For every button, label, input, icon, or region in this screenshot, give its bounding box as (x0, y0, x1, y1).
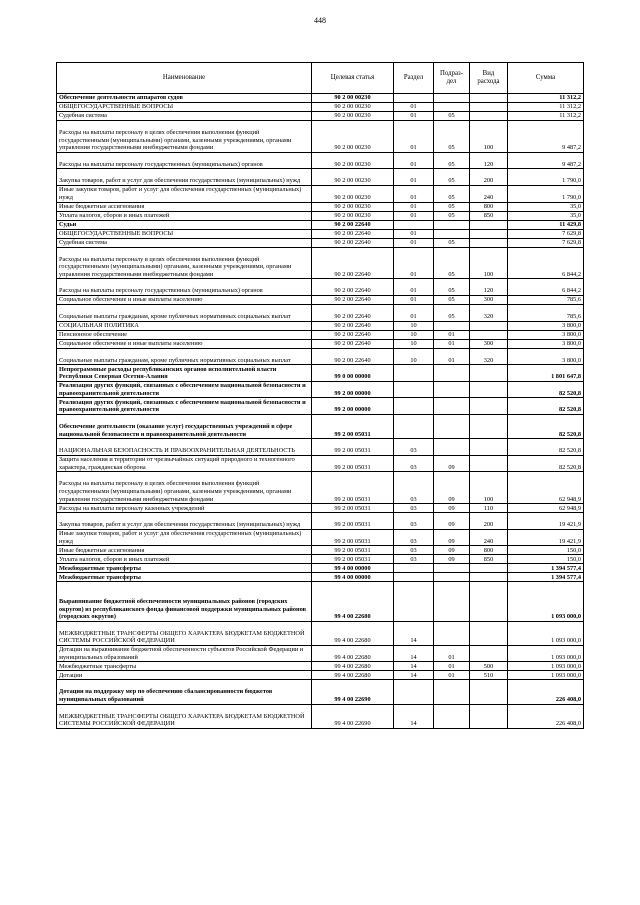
row-subsection-cell (434, 680, 470, 704)
table-row (57, 348, 584, 365)
row-subsection-cell (434, 414, 470, 438)
row-name-cell: ОБЩЕГОСУДАРСТВЕННЫЕ ВОПРОСЫ (57, 103, 312, 112)
row-expense-type-cell: 100 (470, 121, 508, 153)
row-subsection-cell: 09 (434, 513, 470, 530)
row-target-article-cell: 99 2 00 05031 (312, 472, 394, 504)
row-expense-type-cell (470, 398, 508, 415)
row-name-cell: СОЦИАЛЬНАЯ ПОЛИТИКА (57, 321, 312, 330)
row-subsection-cell (434, 229, 470, 238)
table-row (57, 185, 584, 202)
row-target-article-cell: 99 2 00 05031 (312, 546, 394, 555)
row-amount-cell: 1 790,0 (508, 169, 584, 186)
row-section-cell: 01 (394, 238, 434, 247)
row-name-cell: МЕЖБЮДЖЕТНЫЕ ТРАНСФЕРТЫ ОБЩЕГО ХАРАКТЕРА БЮДЖЕТАМ БЮДЖЕТНОЙ СИСТЕМЫ РОССИЙСКОЙ ФЕДЕРАЦИИ (57, 621, 312, 645)
row-amount-cell: 226 408,0 (508, 704, 584, 728)
row-expense-type-cell (470, 330, 508, 339)
row-amount-cell: 1 093 000,0 (508, 671, 584, 680)
row-subsection-cell (434, 398, 470, 415)
table-row (57, 504, 584, 513)
row-target-article-cell: 99 0 00 00000 (312, 365, 394, 382)
row-target-article-cell: 90 2 00 00230 (312, 185, 394, 202)
row-name-cell: Иные закупки товаров, работ и услуг для обеспечения государственных (муниципальных) нужд (57, 185, 312, 202)
row-section-cell: 01 (394, 229, 434, 238)
row-section-cell: 01 (394, 211, 434, 220)
row-name-cell: Уплата налогов, сборов и иных платежей (57, 555, 312, 564)
row-name-cell: Судебная система (57, 238, 312, 247)
column-header-name: Наименование (57, 63, 312, 94)
row-target-article-cell: 90 2 00 00230 (312, 169, 394, 186)
row-expense-type-cell: 120 (470, 279, 508, 296)
row-expense-type-cell (470, 573, 508, 582)
row-name-cell: Иные закупки товаров, работ и услуг для обеспечения государственных (муниципальных) нужд (57, 529, 312, 546)
table-row (57, 680, 584, 704)
row-expense-type-cell: 850 (470, 211, 508, 220)
row-subsection-cell: 09 (434, 529, 470, 546)
column-header-expense-type: Вид расхода (470, 63, 508, 94)
row-section-cell: 03 (394, 513, 434, 530)
row-expense-type-cell (470, 645, 508, 662)
row-amount-cell: 1 394 577,4 (508, 573, 584, 582)
row-expense-type-cell (470, 103, 508, 112)
row-section-cell: 03 (394, 504, 434, 513)
row-section-cell: 10 (394, 348, 434, 365)
row-amount-cell: 35,0 (508, 202, 584, 211)
row-section-cell: 01 (394, 247, 434, 279)
table-row (57, 202, 584, 211)
row-amount-cell: 11 429,8 (508, 220, 584, 229)
row-target-article-cell: 99 4 00 22690 (312, 704, 394, 728)
row-expense-type-cell: 100 (470, 472, 508, 504)
table-row (57, 339, 584, 348)
row-section-cell (394, 398, 434, 415)
row-expense-type-cell: 240 (470, 185, 508, 202)
row-subsection-cell: 09 (434, 455, 470, 472)
row-subsection-cell: 09 (434, 555, 470, 564)
row-amount-cell: 19 421,9 (508, 529, 584, 546)
row-target-article-cell: 90 2 00 22640 (312, 339, 394, 348)
table-header-row (57, 63, 584, 94)
row-name-cell: Закупка товаров, работ и услуг для обеспечения государственных (муниципальных) нужд (57, 513, 312, 530)
table-row (57, 439, 584, 456)
row-subsection-cell: 01 (434, 671, 470, 680)
row-subsection-cell (434, 704, 470, 728)
row-target-article-cell: 90 2 00 00230 (312, 94, 394, 103)
row-section-cell: 10 (394, 330, 434, 339)
row-expense-type-cell (470, 94, 508, 103)
row-name-cell: Расходы на выплаты персоналу государственных (муниципальных) органов (57, 152, 312, 169)
row-target-article-cell: 99 2 00 00000 (312, 381, 394, 398)
table-row (57, 414, 584, 438)
table-row (57, 103, 584, 112)
row-expense-type-cell: 200 (470, 169, 508, 186)
row-target-article-cell: 99 2 00 05031 (312, 529, 394, 546)
row-name-cell: Межбюджетные трансферты (57, 564, 312, 573)
row-section-cell: 14 (394, 621, 434, 645)
row-target-article-cell: 90 2 00 22640 (312, 304, 394, 321)
row-subsection-cell: 09 (434, 546, 470, 555)
row-section-cell: 01 (394, 304, 434, 321)
row-subsection-cell (434, 103, 470, 112)
table-row (57, 398, 584, 415)
row-target-article-cell: 90 2 00 00230 (312, 112, 394, 121)
row-name-cell: Социальные выплаты гражданам, кроме публичных нормативных социальных выплат (57, 304, 312, 321)
row-target-article-cell: 90 2 00 22640 (312, 348, 394, 365)
table-row (57, 381, 584, 398)
row-target-article-cell: 99 4 00 22690 (312, 680, 394, 704)
row-amount-cell: 150,0 (508, 546, 584, 555)
row-expense-type-cell (470, 365, 508, 382)
row-expense-type-cell (470, 680, 508, 704)
row-subsection-cell: 05 (434, 247, 470, 279)
row-subsection-cell: 01 (434, 330, 470, 339)
row-target-article-cell: 99 4 00 00000 (312, 564, 394, 573)
table-row (57, 455, 584, 472)
row-name-cell: Реализация других функций, связанных с обеспечением национальной безопасности и правоохранительной деятельности (57, 398, 312, 415)
row-subsection-cell (434, 365, 470, 382)
row-subsection-cell: 05 (434, 295, 470, 304)
row-name-cell: Непрограммные расходы республиканских органов исполнительной власти Республики Северная Осетия-Алания (57, 365, 312, 382)
row-section-cell: 03 (394, 555, 434, 564)
row-name-cell: Уплата налогов, сборов и иных платежей (57, 211, 312, 220)
row-name-cell: Судьи (57, 220, 312, 229)
row-target-article-cell: 99 4 00 22680 (312, 582, 394, 621)
row-section-cell: 01 (394, 121, 434, 153)
row-name-cell: Выравнивание бюджетной обеспеченности муниципальных районов (городских округов) из республиканского фонда финансовой поддержки муниципальных районов (городских округов) (57, 582, 312, 621)
row-name-cell: Расходы на выплаты персоналу в целях обеспечения выполнения функций государственными (муниципальными) органами, казенными учреждениями, органами управления государственными внебюджетными фондами (57, 247, 312, 279)
row-expense-type-cell (470, 704, 508, 728)
row-target-article-cell: 99 2 00 05031 (312, 555, 394, 564)
row-section-cell: 10 (394, 321, 434, 330)
row-subsection-cell: 05 (434, 279, 470, 296)
row-section-cell (394, 582, 434, 621)
row-target-article-cell: 90 2 00 22640 (312, 330, 394, 339)
table-row (57, 671, 584, 680)
row-expense-type-cell (470, 582, 508, 621)
row-expense-type-cell (470, 238, 508, 247)
row-expense-type-cell (470, 381, 508, 398)
row-amount-cell: 11 312,2 (508, 94, 584, 103)
row-subsection-cell (434, 573, 470, 582)
row-amount-cell: 7 629,8 (508, 238, 584, 247)
row-target-article-cell: 90 2 00 22640 (312, 238, 394, 247)
row-section-cell: 14 (394, 671, 434, 680)
row-expense-type-cell: 110 (470, 504, 508, 513)
row-expense-type-cell: 240 (470, 529, 508, 546)
row-subsection-cell (434, 439, 470, 456)
row-amount-cell: 150,0 (508, 555, 584, 564)
row-section-cell: 01 (394, 185, 434, 202)
table-row (57, 247, 584, 279)
row-amount-cell: 1 801 647,8 (508, 365, 584, 382)
row-expense-type-cell: 320 (470, 304, 508, 321)
row-amount-cell: 3 800,0 (508, 348, 584, 365)
row-expense-type-cell (470, 321, 508, 330)
row-target-article-cell: 99 4 00 22680 (312, 662, 394, 671)
row-amount-cell: 82 520,8 (508, 455, 584, 472)
row-subsection-cell: 09 (434, 504, 470, 513)
table-row (57, 121, 584, 153)
row-amount-cell: 82 520,8 (508, 414, 584, 438)
row-expense-type-cell: 800 (470, 202, 508, 211)
row-target-article-cell: 90 2 00 00230 (312, 103, 394, 112)
table-row (57, 662, 584, 671)
row-amount-cell: 1 790,0 (508, 185, 584, 202)
row-subsection-cell (434, 220, 470, 229)
row-amount-cell: 785,6 (508, 295, 584, 304)
row-section-cell (394, 680, 434, 704)
row-section-cell: 01 (394, 295, 434, 304)
row-amount-cell: 82 520,8 (508, 398, 584, 415)
row-section-cell (394, 414, 434, 438)
row-amount-cell: 9 487,2 (508, 152, 584, 169)
row-target-article-cell: 99 2 00 05031 (312, 504, 394, 513)
row-section-cell (394, 220, 434, 229)
row-target-article-cell: 90 2 00 22640 (312, 247, 394, 279)
row-target-article-cell: 99 2 00 05031 (312, 414, 394, 438)
row-target-article-cell: 99 4 00 22680 (312, 671, 394, 680)
row-name-cell: Дотации (57, 671, 312, 680)
table-row (57, 112, 584, 121)
row-target-article-cell: 90 2 00 00230 (312, 152, 394, 169)
row-name-cell: МЕЖБЮДЖЕТНЫЕ ТРАНСФЕРТЫ ОБЩЕГО ХАРАКТЕРА БЮДЖЕТАМ БЮДЖЕТНОЙ СИСТЕМЫ РОССИЙСКОЙ ФЕДЕРАЦИИ (57, 704, 312, 728)
row-subsection-cell: 09 (434, 472, 470, 504)
row-expense-type-cell (470, 564, 508, 573)
budget-table (56, 62, 584, 729)
table-row (57, 211, 584, 220)
table-row (57, 645, 584, 662)
row-subsection-cell (434, 582, 470, 621)
row-section-cell: 01 (394, 152, 434, 169)
row-target-article-cell: 99 2 00 05031 (312, 439, 394, 456)
row-name-cell: Социальные выплаты гражданам, кроме публичных нормативных социальных выплат (57, 348, 312, 365)
table-row (57, 229, 584, 238)
row-name-cell: Дотации на выравнивание бюджетной обеспеченности субъектов Российской Федерации и муниципальных образований (57, 645, 312, 662)
row-name-cell: Обеспечение деятельности (оказание услуг) государственных учреждений в сфере национальной безопасности и правоохранительной деятельности (57, 414, 312, 438)
row-target-article-cell: 90 2 00 22640 (312, 321, 394, 330)
row-amount-cell: 62 948,9 (508, 504, 584, 513)
row-name-cell: Расходы на выплаты персоналу в целях обеспечения выполнения функций государственными (муниципальными) органами, казенными учреждениями, органами управления государственными внебюджетными фондами (57, 121, 312, 153)
table-row (57, 546, 584, 555)
table-row (57, 555, 584, 564)
row-section-cell (394, 381, 434, 398)
table-row (57, 564, 584, 573)
row-section-cell: 14 (394, 645, 434, 662)
row-amount-cell: 785,6 (508, 304, 584, 321)
table-row (57, 529, 584, 546)
row-target-article-cell: 90 2 00 22640 (312, 295, 394, 304)
table-row (57, 304, 584, 321)
row-subsection-cell (434, 94, 470, 103)
row-name-cell: ОБЩЕГОСУДАРСТВЕННЫЕ ВОПРОСЫ (57, 229, 312, 238)
row-section-cell: 01 (394, 279, 434, 296)
row-target-article-cell: 99 2 00 05031 (312, 455, 394, 472)
row-subsection-cell: 05 (434, 185, 470, 202)
column-header-amount: Сумма (508, 63, 584, 94)
row-expense-type-cell (470, 414, 508, 438)
table-row (57, 321, 584, 330)
row-section-cell: 01 (394, 103, 434, 112)
row-target-article-cell: 99 2 00 05031 (312, 513, 394, 530)
table-row (57, 330, 584, 339)
row-subsection-cell: 05 (434, 238, 470, 247)
row-name-cell: Иные бюджетные ассигнования (57, 202, 312, 211)
row-expense-type-cell: 300 (470, 295, 508, 304)
row-amount-cell: 82 520,8 (508, 439, 584, 456)
row-expense-type-cell (470, 229, 508, 238)
row-section-cell: 03 (394, 455, 434, 472)
row-subsection-cell: 05 (434, 202, 470, 211)
row-subsection-cell: 05 (434, 304, 470, 321)
row-expense-type-cell (470, 220, 508, 229)
row-expense-type-cell: 850 (470, 555, 508, 564)
row-name-cell: Закупка товаров, работ и услуг для обеспечения государственных (муниципальных) нужд (57, 169, 312, 186)
row-name-cell: Пенсионное обеспечение (57, 330, 312, 339)
row-subsection-cell: 01 (434, 645, 470, 662)
table-row (57, 472, 584, 504)
row-name-cell: Межбюджетные трансферты (57, 573, 312, 582)
row-expense-type-cell (470, 455, 508, 472)
row-target-article-cell: 90 2 00 22640 (312, 279, 394, 296)
row-subsection-cell: 01 (434, 662, 470, 671)
table-row (57, 279, 584, 296)
row-name-cell: Социальное обеспечение и иные выплаты населению (57, 339, 312, 348)
row-target-article-cell: 90 2 00 00230 (312, 202, 394, 211)
row-amount-cell: 1 093 000,0 (508, 582, 584, 621)
row-name-cell: Обеспечение деятельности аппаратов судов (57, 94, 312, 103)
row-section-cell: 03 (394, 546, 434, 555)
row-section-cell (394, 564, 434, 573)
row-amount-cell: 35,0 (508, 211, 584, 220)
row-section-cell: 14 (394, 704, 434, 728)
row-amount-cell: 11 312,2 (508, 112, 584, 121)
table-row (57, 582, 584, 621)
row-section-cell: 03 (394, 439, 434, 456)
row-subsection-cell (434, 321, 470, 330)
row-amount-cell: 19 421,9 (508, 513, 584, 530)
row-expense-type-cell: 120 (470, 152, 508, 169)
table-body (57, 94, 584, 729)
table-row (57, 295, 584, 304)
page-number: 448 (314, 16, 326, 25)
row-amount-cell: 62 948,9 (508, 472, 584, 504)
row-amount-cell: 11 312,2 (508, 103, 584, 112)
table-row (57, 621, 584, 645)
row-target-article-cell: 99 4 00 22680 (312, 645, 394, 662)
row-subsection-cell: 05 (434, 152, 470, 169)
row-section-cell: 01 (394, 169, 434, 186)
table-row (57, 513, 584, 530)
row-amount-cell: 1 093 000,0 (508, 645, 584, 662)
row-subsection-cell (434, 381, 470, 398)
row-target-article-cell: 90 2 00 22640 (312, 220, 394, 229)
row-name-cell: Реализация других функций, связанных с обеспечением национальной безопасности и правоохранительной деятельности (57, 381, 312, 398)
row-expense-type-cell: 300 (470, 339, 508, 348)
row-amount-cell: 9 487,2 (508, 121, 584, 153)
row-expense-type-cell: 510 (470, 671, 508, 680)
row-section-cell: 10 (394, 339, 434, 348)
row-expense-type-cell: 200 (470, 513, 508, 530)
row-expense-type-cell: 320 (470, 348, 508, 365)
row-name-cell: Межбюджетные трансферты (57, 662, 312, 671)
row-amount-cell: 3 800,0 (508, 330, 584, 339)
row-name-cell: Социальное обеспечение и иные выплаты населению (57, 295, 312, 304)
table-row (57, 94, 584, 103)
row-target-article-cell: 99 4 00 22680 (312, 621, 394, 645)
row-name-cell: Расходы на выплаты персоналу в целях обеспечения выполнения функций государственными (муниципальными) органами, казенными учреждениями, органами управления государственными внебюджетными фондами (57, 472, 312, 504)
row-section-cell: 14 (394, 662, 434, 671)
row-name-cell: Расходы на выплаты персоналу государственных (муниципальных) органов (57, 279, 312, 296)
row-section-cell (394, 94, 434, 103)
row-target-article-cell: 90 2 00 00230 (312, 121, 394, 153)
row-target-article-cell: 99 2 00 00000 (312, 398, 394, 415)
row-amount-cell: 82 520,8 (508, 381, 584, 398)
row-subsection-cell: 05 (434, 112, 470, 121)
row-amount-cell: 7 629,8 (508, 229, 584, 238)
row-section-cell: 03 (394, 472, 434, 504)
row-expense-type-cell: 500 (470, 662, 508, 671)
table-row (57, 220, 584, 229)
row-name-cell: Иные бюджетные ассигнования (57, 546, 312, 555)
row-section-cell: 03 (394, 529, 434, 546)
row-section-cell (394, 573, 434, 582)
row-amount-cell: 1 093 000,0 (508, 662, 584, 671)
row-target-article-cell: 90 2 00 00230 (312, 211, 394, 220)
row-expense-type-cell (470, 112, 508, 121)
column-header-target-article: Целевая статья (312, 63, 394, 94)
row-expense-type-cell (470, 439, 508, 456)
row-section-cell: 01 (394, 202, 434, 211)
column-header-subsection: Подраз- дел (434, 63, 470, 94)
row-target-article-cell: 99 4 00 00000 (312, 573, 394, 582)
table-row (57, 704, 584, 728)
row-target-article-cell: 90 2 00 22640 (312, 229, 394, 238)
row-subsection-cell: 05 (434, 211, 470, 220)
row-name-cell: НАЦИОНАЛЬНАЯ БЕЗОПАСНОСТЬ И ПРАВООХРАНИТЕЛЬНАЯ ДЕЯТЕЛЬНОСТЬ (57, 439, 312, 456)
row-expense-type-cell: 800 (470, 546, 508, 555)
row-subsection-cell (434, 621, 470, 645)
table-row (57, 573, 584, 582)
row-expense-type-cell (470, 621, 508, 645)
row-amount-cell: 1 394 577,4 (508, 564, 584, 573)
row-amount-cell: 3 800,0 (508, 339, 584, 348)
row-subsection-cell: 05 (434, 169, 470, 186)
row-name-cell: Судебная система (57, 112, 312, 121)
row-amount-cell: 3 800,0 (508, 321, 584, 330)
row-subsection-cell: 05 (434, 121, 470, 153)
row-expense-type-cell: 100 (470, 247, 508, 279)
column-header-section: Раздел (394, 63, 434, 94)
row-subsection-cell (434, 564, 470, 573)
table-row (57, 169, 584, 186)
row-amount-cell: 1 093 000,0 (508, 621, 584, 645)
row-amount-cell: 6 844,2 (508, 247, 584, 279)
table-row (57, 238, 584, 247)
row-amount-cell: 6 844,2 (508, 279, 584, 296)
row-section-cell: 01 (394, 112, 434, 121)
table-row (57, 152, 584, 169)
row-name-cell: Расходы на выплаты персоналу казенных учреждений (57, 504, 312, 513)
table-row (57, 365, 584, 382)
row-subsection-cell: 01 (434, 348, 470, 365)
row-amount-cell: 226 408,0 (508, 680, 584, 704)
row-name-cell: Дотации на поддержку мер по обеспечению сбалансированности бюджетов муниципальных образований (57, 680, 312, 704)
row-section-cell (394, 365, 434, 382)
row-subsection-cell: 01 (434, 339, 470, 348)
row-name-cell: Защита населения и территории от чрезвычайных ситуаций природного и техногенного характера, гражданская оборона (57, 455, 312, 472)
